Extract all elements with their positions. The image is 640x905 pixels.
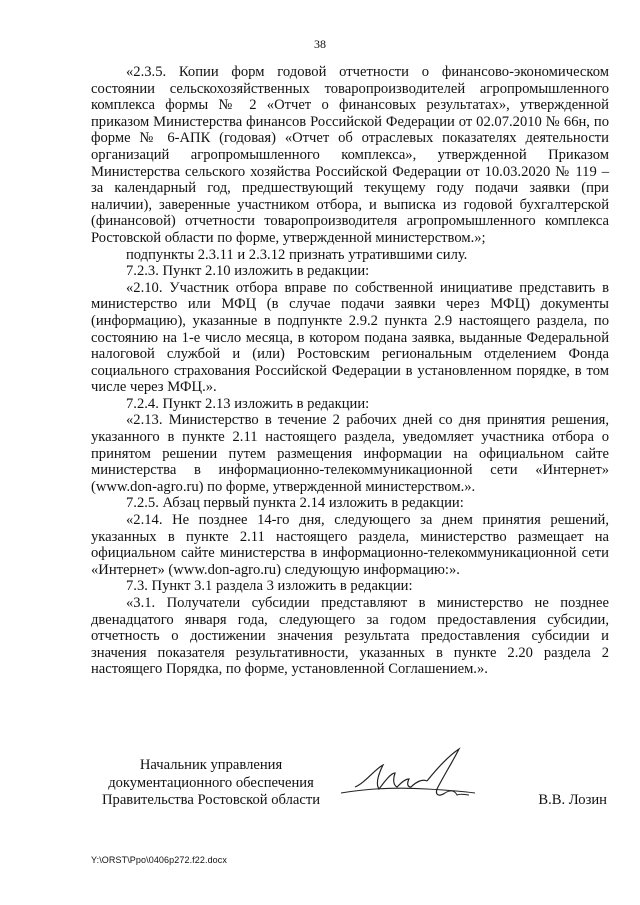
paragraph-7-2-4: 7.2.4. Пункт 2.13 изложить в редакции: [126, 395, 370, 412]
signature-block [91, 757, 609, 817]
file-path-footer: Y:\ORST\Ppo\0406p272.f22.docx [91, 855, 227, 865]
paragraph-7-2-3: 7.2.3. Пункт 2.10 изложить в редакции: [126, 263, 370, 280]
paragraph-2-3-5: «2.3.5. Копии форм годовой отчетности о финансово-экономическом состоянии сельскохозяйственных товаропроизводителей агропромышленного комплекса формы № 2 «Отчет о финансовых результатах», утвержденной приказом Министерства финансов Российской Федерации от 02.07.2010 № 66н, по форме № 6-АПК (годовая) «Отчет об отраслевых показателях деятельности организаций агропромышленного комплекса», утвержденной Приказом Министерства сельского хозяйства Российской Федерации от 10.03.2020 № 119 – за календарный год, предшествующий текущему году подачи заявки (при наличии), заверенные участником отбора, и выписка из годовой бухгалтерской (финансовой) отчетности товаропроизводителя агропромышленного комплекса Ростовской области по форме, утвержденной министерством.»; [91, 64, 609, 246]
signatory-position [91, 757, 331, 810]
paragraph-2-14: «2.14. Не позднее 14-го дня, следующего за днем принятия решений, указанных в пункте 2.11 настоящего раздела, министерство размещает на официальном сайте министерства в информационно-телекоммуникационной сети «Интернет» (www.don-agro.ru) следующую информацию:». [91, 512, 609, 578]
position-line: Начальник управления [139, 757, 283, 773]
handwritten-signature [335, 743, 495, 811]
paragraph-2-10: «2.10. Участник отбора вправе по собственной инициативе представить в министерство или МФЦ (в случае подачи заявки через МФЦ) документы (информацию), указанные в подпункте 2.9.2 пункта 2.9 настоящего раздела, по состоянию на 1-е число месяца, в котором подана заявка, выданные Федеральной налоговой службой и (или) Ростовским региональным отделением Фонда социального страхования Российской Федерации в установленном порядке, в том числе через МФЦ.». [91, 279, 609, 396]
position-line: Правительства Ростовской области [101, 792, 321, 808]
paragraph-7-2-5: 7.2.5. Абзац первый пункта 2.14 изложить в редакции: [126, 495, 464, 512]
paragraph-7-3: 7.3. Пункт 3.1 раздела 3 изложить в редакции: [126, 578, 413, 595]
paragraph-3-1: «3.1. Получатели субсидии представляют в министерство не позднее двенадцатого января года, следующего за годом предоставления субсидии, отчетность о достижении значения результата предоставления субсидии и значения показателя результативности, указанных в пункте 2.20 раздела 2 настоящего Порядка, по форме, установленной Соглашением.». [91, 595, 609, 678]
paragraph-2-13: «2.13. Министерство в течение 2 рабочих дней со дня принятия решения, указанного в пункте 2.11 настоящего раздела, уведомляет участника отбора о принятом решении путем размещения информации на официальном сайте министерства в информационно-телекоммуникационной сети «Интернет» (www.don-agro.ru) по форме, утвержденной министерством.». [91, 412, 609, 495]
page-number: 38 [314, 37, 326, 51]
signatory-name: В.В. Лозин [538, 792, 607, 808]
position-line: документационного обеспечения [108, 774, 314, 791]
document-body [91, 64, 609, 678]
paragraph-subpoints-void: подпункты 2.3.11 и 2.3.12 признать утратившими силу. [126, 246, 468, 263]
